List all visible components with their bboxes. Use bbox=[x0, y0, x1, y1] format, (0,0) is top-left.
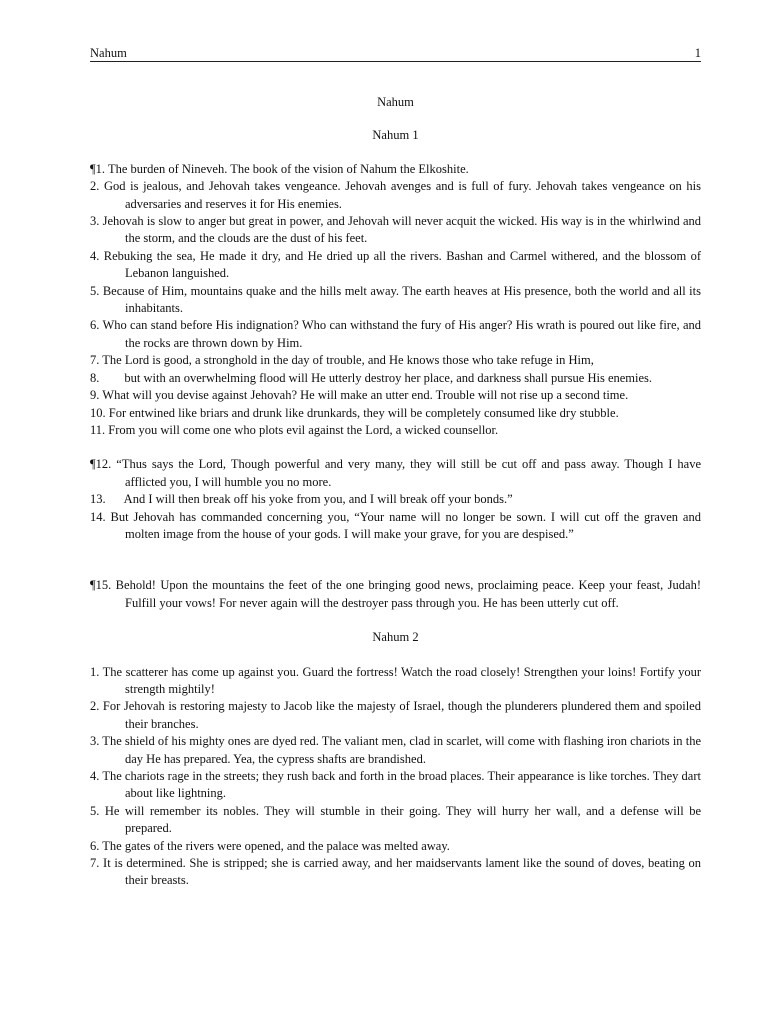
verse: 6. Who can stand before His indignation? Who can withstand the fury of His anger? His wrath is poured out like fire, and the rocks are thrown down by Him. bbox=[90, 318, 701, 350]
document-body bbox=[90, 94, 701, 890]
verse: 5. He will remember its nobles. They will stumble in their going. They will hurry her wall, and a defense will be prepared. bbox=[90, 803, 701, 836]
verse: 3. The shield of his mighty ones are dyed red. The valiant men, clad in scarlet, will come with flashing iron chariots in the day He has prepared. Yea, the cypress shafts are brandished. bbox=[90, 734, 701, 766]
verse: ¶15. Behold! Upon the mountains the feet of the one bringing good news, proclaiming peace. Keep your feast, Judah! Fulfill your vows! For never again will the destroyer pass through you. He has been utterly cut off. bbox=[90, 578, 701, 610]
verse: 13. And I will then break off his yoke from you, and I will break off your bonds.” bbox=[90, 492, 513, 507]
verse: ¶1. The burden of Nineveh. The book of the vision of Nahum the Elkoshite. bbox=[90, 161, 469, 176]
header-title: Nahum bbox=[90, 46, 127, 60]
chapter-heading: Nahum 2 bbox=[372, 630, 419, 645]
verse: 10. For entwined like briars and drunk like drunkards, they will be completely consumed like dry stubble. bbox=[90, 405, 619, 420]
book-title: Nahum bbox=[377, 95, 414, 109]
verse: 9. What will you devise against Jehovah? He will make an utter end. Trouble will not rise up a second time. bbox=[90, 388, 629, 403]
verse: 5. Because of Him, mountains quake and the hills melt away. The earth heaves at His presence, both the world and all its inhabitants. bbox=[90, 283, 701, 316]
page-number: 1 bbox=[694, 46, 701, 60]
verse: 3. Jehovah is slow to anger but great in power, and Jehovah will never acquit the wicked. His way is in the whirlwind and the storm, and the clouds are the dust of his feet. bbox=[90, 214, 701, 246]
verse: ¶12. “Thus says the Lord, Though powerful and very many, they will still be cut off and pass away. Though I have afflicted you, I will humble you no more. bbox=[90, 457, 701, 489]
running-header bbox=[90, 46, 701, 62]
verse: 7. It is determined. She is stripped; she is carried away, and her maidservants lament like the sound of doves, beating on their breasts. bbox=[90, 856, 701, 888]
verse: 4. The chariots rage in the streets; they rush back and forth in the broad places. Their appearance is like torches. They dart about like lightning. bbox=[90, 769, 701, 801]
verse: 6. The gates of the rivers were opened, and the palace was melted away. bbox=[90, 838, 450, 853]
verse: 2. God is jealous, and Jehovah takes vengeance. Jehovah avenges and is full of fury. Jehovah takes vengeance on his adversaries and reserves it for His enemies. bbox=[90, 179, 701, 211]
verse: 11. From you will come one who plots evil against the Lord, a wicked counsellor. bbox=[90, 422, 499, 437]
verse: 14. But Jehovah has commanded concerning you, “Your name will no longer be sown. I will cut off the graven and molten image from the house of your gods. I will make your grave, for you are despised.” bbox=[90, 509, 701, 541]
verse: 8. but with an overwhelming flood will He utterly destroy her place, and darkness shall pursue His enemies. bbox=[90, 370, 653, 385]
verse: 7. The Lord is good, a stronghold in the day of trouble, and He knows those who take refuge in Him, bbox=[90, 353, 594, 368]
verse: 2. For Jehovah is restoring majesty to Jacob like the majesty of Israel, though the plunderers plundered them and spoiled their branches. bbox=[90, 699, 701, 731]
verse: 1. The scatterer has come up against you. Guard the fortress! Watch the road closely! Strengthen your loins! Fortify your strength mightily! bbox=[90, 664, 701, 696]
chapter-heading: Nahum 1 bbox=[372, 128, 419, 143]
verse: 4. Rebuking the sea, He made it dry, and He dried up all the rivers. Bashan and Carmel withered, and the blossom of Lebanon languished. bbox=[90, 248, 701, 281]
